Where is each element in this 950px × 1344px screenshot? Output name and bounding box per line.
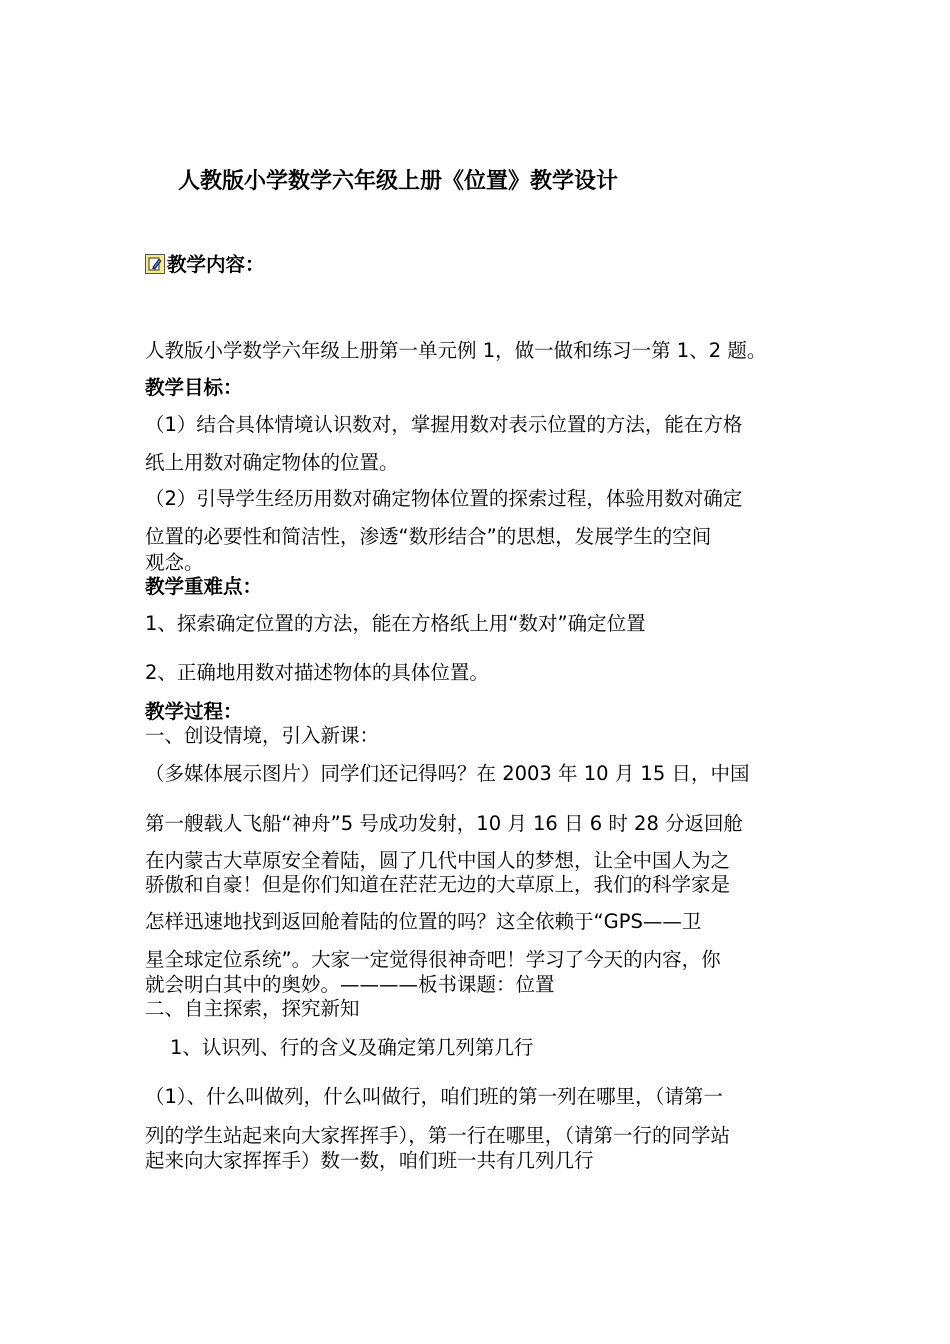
paragraph-line-6: 星全球定位系统”。大家一定觉得很神奇吧！学习了今天的内容，你: [145, 948, 721, 971]
question-line-3: 起来向大家挥挥手）数一数，咱们班一共有几列几行: [145, 1149, 594, 1172]
goal-1-line-a: （1）结合具体情境认识数对，掌握用数对表示位置的方法，能在方格: [145, 413, 743, 436]
goal-1-line-b: 纸上用数对确定物体的位置。: [145, 451, 399, 474]
paragraph-line-5: 怎样迅速地找到返回舱着陆的位置的吗？这全依赖于“GPS——卫: [145, 910, 702, 933]
key-point-1: 1、探索确定位置的方法，能在方格纸上用“数对”确定位置: [145, 612, 646, 635]
document-title: 人教版小学数学六年级上册《位置》教学设计: [178, 169, 619, 194]
content-text: 人教版小学数学六年级上册第一单元例 1，做一做和练习一第 1、2 题。: [145, 339, 767, 362]
paragraph-line-7: 就会明白其中的奥妙。————板书课题：位置: [145, 973, 555, 996]
goal-2-line-a: （2）引导学生经历用数对确定物体位置的探索过程，体验用数对确定: [145, 487, 743, 510]
key-points-heading: 教学重难点：: [145, 575, 263, 598]
section-content-label: 教学内容：: [167, 253, 265, 276]
paragraph-line-3: 在内蒙古大草原安全着陆，圆了几代中国人的梦想，让全中国人为之: [145, 849, 731, 872]
question-line-1: （1）、什么叫做列，什么叫做行，咱们班的第一列在哪里，（请第一: [145, 1085, 723, 1108]
paragraph-line-4: 骄傲和自豪！但是你们知道在茫茫无边的大草原上，我们的科学家是: [145, 873, 731, 896]
process-heading: 教学过程：: [145, 700, 243, 723]
section-content-heading: [145, 253, 265, 277]
goals-heading: 教学目标：: [145, 376, 243, 399]
sub-step-1: 1、认识列、行的含义及确定第几列第几行: [170, 1036, 534, 1059]
goal-2-line-c: 观念。: [145, 551, 204, 574]
key-point-2: 2、正确地用数对描述物体的具体位置。: [145, 661, 489, 684]
step-1-heading: 一、创设情境，引入新课：: [145, 724, 380, 747]
goal-2-line-b: 位置的必要性和简洁性，渗透“数形结合”的思想，发展学生的空间: [145, 525, 712, 548]
step-2-heading: 二、自主探索，探究新知: [145, 997, 360, 1020]
paragraph-line-2: 第一艘载人飞船“神舟”5 号成功发射，10 月 16 日 6 时 28 分返回舱: [145, 812, 744, 835]
question-line-2: 列的学生站起来向大家挥挥手），第一行在哪里，（请第一行的同学站: [145, 1124, 731, 1147]
document-edit-icon: [145, 254, 165, 274]
paragraph-line-1: （多媒体展示图片）同学们还记得吗？在 2003 年 10 月 15 日，中国: [145, 762, 750, 785]
